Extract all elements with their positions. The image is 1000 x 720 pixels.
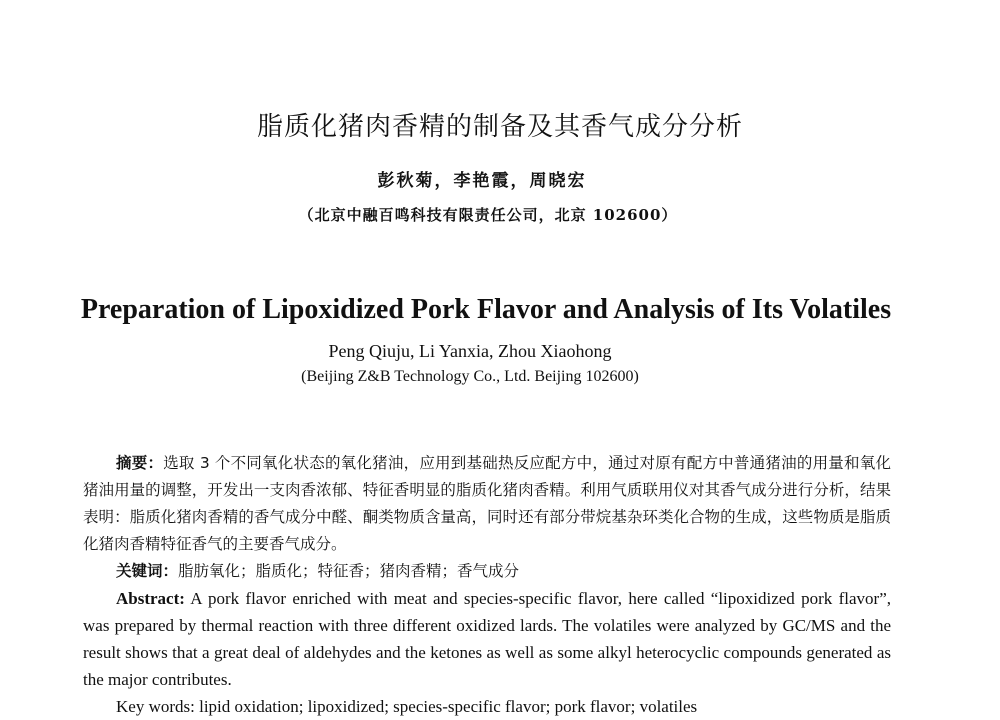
- chinese-abstract-text: 选取 3 个不同氧化状态的氧化猪油，应用到基础热反应配方中，通过对原有配方中普通猪油的用量和氧化猪油用量的调整，开发出一支肉香浓郁、特征香明显的脂质化猪肉香精。利用气质联用仪对其香气成分进行分析，结果表明：脂质化猪肉香精的香气成分中醛、酮类物质含量高，同时还有部分带烷基杂环类化合物的生成，这些物质是脂质化猪肉香精特征香气的主要香气成分。: [83, 454, 891, 553]
- english-affiliation: (Beijing Z&B Technology Co., Ltd. Beijing 102600): [301, 368, 639, 385]
- english-abstract: [83, 585, 891, 693]
- chinese-keywords-label: 关键词：: [116, 562, 179, 580]
- chinese-title: 脂质化猪肉香精的制备及其香气成分分析: [256, 112, 743, 142]
- chinese-abstract: [83, 450, 891, 558]
- chinese-abstract-label: 摘要：: [116, 454, 164, 472]
- chinese-keywords: [83, 558, 891, 585]
- chinese-keywords-text: 脂肪氧化；脂质化；特征香；猪肉香精；香气成分: [178, 562, 520, 580]
- chinese-affiliation: （北京中融百鸣科技有限责任公司，北京 102600）: [298, 206, 678, 224]
- english-keywords-cut-off: Key words: lipid oxidation; lipoxidized; species-specific flavor; pork flavor; volatiles: [116, 697, 698, 716]
- chinese-authors: 彭秋菊，李艳霞，周晓宏: [377, 171, 587, 191]
- english-authors: Peng Qiuju, Li Yanxia, Zhou Xiaohong: [328, 341, 612, 361]
- english-abstract-text: A pork flavor enriched with meat and species-specific flavor, here called “lipoxidized pork flavor”, was prepared by thermal reaction with three different oxidized lards. The volatiles were analyzed by GC/MS and the result shows that a great deal of aldehydes and the ketones as well as some alkyl heterocyclic compounds generated as the major contributes.: [83, 589, 891, 689]
- english-abstract-label: Abstract:: [116, 589, 185, 608]
- english-title: Preparation of Lipoxidized Pork Flavor and Analysis of Its Volatiles: [80, 294, 892, 325]
